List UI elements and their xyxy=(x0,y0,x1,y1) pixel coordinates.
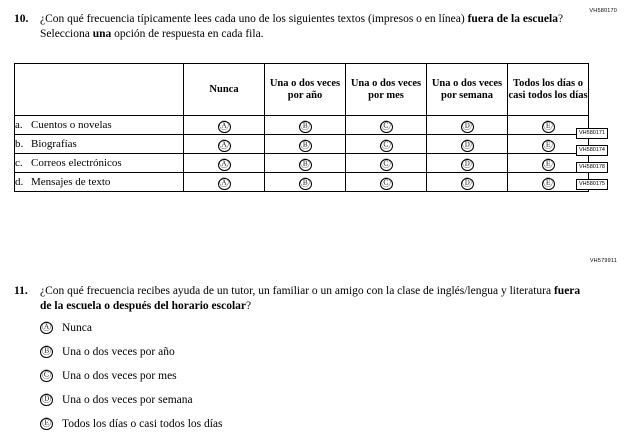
question-10-text-bold-2: una xyxy=(92,27,112,40)
radio-a-year[interactable] xyxy=(265,116,346,135)
bubble-c: Ⓒ xyxy=(381,179,391,189)
table-header-row xyxy=(15,64,589,116)
bubble-d: Ⓓ xyxy=(462,122,472,132)
bubble-c: Ⓒ xyxy=(381,160,391,170)
radio-c-month[interactable] xyxy=(346,154,427,173)
radio-d-year[interactable] xyxy=(265,173,346,192)
row-label-d xyxy=(15,173,184,192)
question-11-options xyxy=(40,316,223,436)
option-once-twice-week[interactable] xyxy=(40,388,223,412)
bubble-e: Ⓔ xyxy=(543,141,553,151)
bubble-d: Ⓓ xyxy=(462,179,472,189)
radio-c-year[interactable] xyxy=(265,154,346,173)
radio-b-year[interactable] xyxy=(265,135,346,154)
question-11-text-part-1: ¿Con qué frecuencia recibes ayuda de un tutor, un familiar o un amigo con la clase de inglés/lengua y literatura xyxy=(40,285,554,297)
question-11-text-part-2: ? xyxy=(246,299,252,312)
question-10-text-part-2: ? Selecciona xyxy=(40,13,564,40)
bubble-b: Ⓑ xyxy=(41,347,52,358)
bubble-a: Ⓐ xyxy=(219,141,229,151)
row-letter-a: a. xyxy=(15,119,23,131)
radio-d-never[interactable] xyxy=(184,173,265,192)
bubble-b: Ⓑ xyxy=(300,179,310,189)
bubble-c: Ⓒ xyxy=(41,371,52,382)
row-label-c xyxy=(15,154,184,173)
row-label-a xyxy=(15,116,184,135)
radio-a-never[interactable] xyxy=(184,116,265,135)
bubble-e: Ⓔ xyxy=(543,179,553,189)
bubble-c: Ⓒ xyxy=(381,122,391,132)
bubble-c: Ⓒ xyxy=(381,141,391,151)
row-text-b: Biografías xyxy=(31,138,77,150)
row-code-b: VH580174 xyxy=(576,145,608,156)
question-11-stem xyxy=(14,284,584,313)
column-header-once-twice-year: Una o dos veces por año xyxy=(265,64,346,116)
response-matrix-table xyxy=(14,63,589,192)
table-row xyxy=(15,154,589,173)
row-text-c: Correos electrónicos xyxy=(31,157,122,169)
option-every-day[interactable] xyxy=(40,412,223,436)
bubble-e: Ⓔ xyxy=(543,122,553,132)
question-10-text-bold-1: fuera de la escuela xyxy=(467,13,558,25)
question-11-number: 11. xyxy=(14,285,28,297)
radio-a-week[interactable] xyxy=(427,116,508,135)
question-11-text-bold-1: fuera de la escuela o después del horario escolar xyxy=(40,285,581,312)
bubble-e: Ⓔ xyxy=(41,419,52,430)
page-code-top-right: VH580170 xyxy=(589,8,617,14)
table-row xyxy=(15,116,589,135)
bubble-d: Ⓓ xyxy=(41,395,52,406)
question-11-text xyxy=(40,284,584,313)
row-code-a: VH580171 xyxy=(576,128,608,139)
radio-d-month[interactable] xyxy=(346,173,427,192)
bubble-d: Ⓓ xyxy=(462,160,472,170)
column-header-never: Nunca xyxy=(184,64,265,116)
row-letter-b: b. xyxy=(15,138,24,150)
bubble-a: Ⓐ xyxy=(41,323,52,334)
radio-c-never[interactable] xyxy=(184,154,265,173)
option-never-label: Nunca xyxy=(62,322,93,334)
question-10-text xyxy=(40,12,584,41)
row-text-d: Mensajes de texto xyxy=(31,176,111,188)
bubble-e: Ⓔ xyxy=(543,160,553,170)
radio-b-week[interactable] xyxy=(427,135,508,154)
option-once-twice-year-label: Una o dos veces por año xyxy=(62,346,175,358)
radio-b-never[interactable] xyxy=(184,135,265,154)
bubble-a: Ⓐ xyxy=(219,122,229,132)
option-once-twice-year[interactable] xyxy=(40,340,223,364)
bubble-d: Ⓓ xyxy=(462,141,472,151)
column-header-once-twice-week: Una o dos veces por semana xyxy=(427,64,508,116)
column-header-once-twice-month: Una o dos veces por mes xyxy=(346,64,427,116)
row-letter-c: c. xyxy=(15,157,23,169)
row-code-d: VH580175 xyxy=(576,179,608,190)
bubble-a: Ⓐ xyxy=(219,179,229,189)
column-header-every-day: Todos los días o casi todos los días xyxy=(508,64,589,116)
option-never[interactable] xyxy=(40,316,223,340)
column-header-item xyxy=(15,64,184,116)
bubble-a: Ⓐ xyxy=(219,160,229,170)
question-10-number: 10. xyxy=(14,13,29,25)
question-10-matrix xyxy=(14,63,589,192)
option-once-twice-month-label: Una o dos veces por mes xyxy=(62,370,177,382)
radio-a-month[interactable] xyxy=(346,116,427,135)
option-once-twice-month[interactable] xyxy=(40,364,223,388)
table-row xyxy=(15,173,589,192)
table-row xyxy=(15,135,589,154)
question-10-stem xyxy=(14,12,584,41)
row-letter-d: d. xyxy=(15,176,24,188)
radio-c-week[interactable] xyxy=(427,154,508,173)
row-code-c: VH580178 xyxy=(576,162,608,173)
radio-b-month[interactable] xyxy=(346,135,427,154)
bubble-b: Ⓑ xyxy=(300,160,310,170)
option-every-day-label: Todos los días o casi todos los días xyxy=(62,418,223,430)
question-10-text-part-3: opción de respuesta en cada fila. xyxy=(111,27,264,40)
page-code-middle-right: VH579911 xyxy=(589,258,617,264)
row-label-b xyxy=(15,135,184,154)
bubble-b: Ⓑ xyxy=(300,122,310,132)
bubble-b: Ⓑ xyxy=(300,141,310,151)
radio-d-week[interactable] xyxy=(427,173,508,192)
option-once-twice-week-label: Una o dos veces por semana xyxy=(62,394,193,406)
row-text-a: Cuentos o novelas xyxy=(31,119,112,131)
question-10-text-part-1: ¿Con qué frecuencia típicamente lees cada uno de los siguientes textos (impresos o en línea) xyxy=(40,13,468,25)
